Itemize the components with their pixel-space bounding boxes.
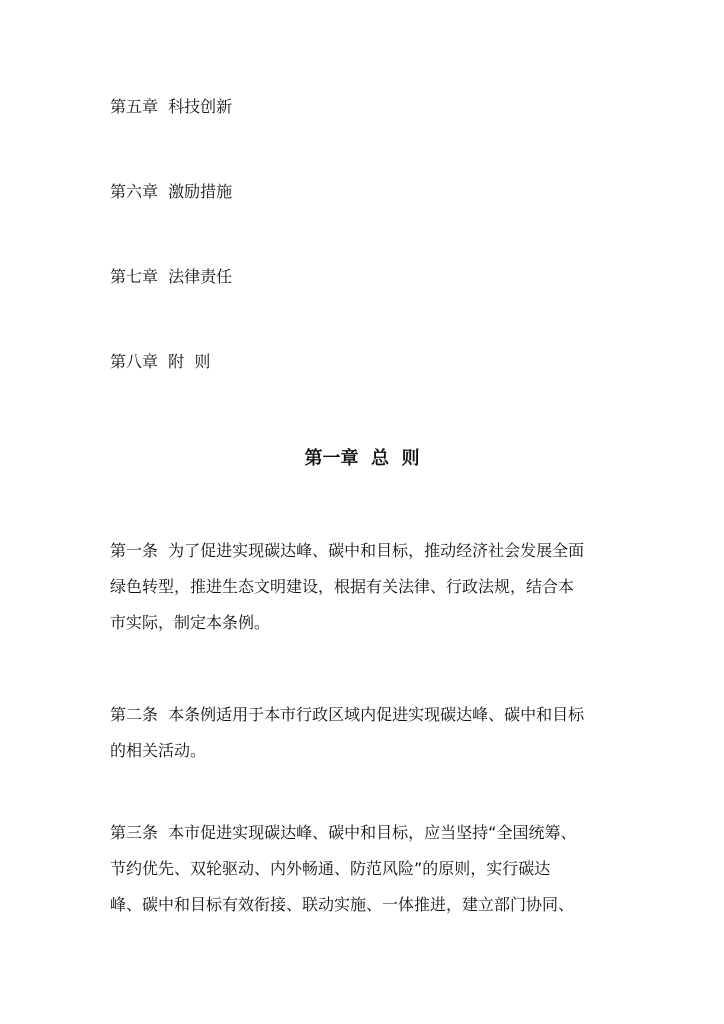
article-3-line-1: 第三条 本市促进实现碳达峰、碳中和目标，应当坚持“全国统筹、 (110, 823, 577, 842)
article-2-line-1: 第二条 本条例适用于本市行政区域内促进实现碳达峰、碳中和目标 (110, 705, 585, 724)
article-3 (110, 815, 620, 923)
toc-item-chapter-5: 第五章 科技创新 (110, 97, 233, 116)
article-2-line-2: 的相关活动。 (110, 741, 207, 760)
article-3-line-3: 峰、碳中和目标有效衔接、联动实施、一体推进，建立部门协同、 (110, 895, 575, 914)
article-2 (110, 697, 620, 769)
chapter-title: 第一章 总 则 (304, 448, 420, 469)
article-3-line-2: 节约优先、双轮驱动、内外畅通、防范风险”的原则，实行碳达 (110, 859, 551, 878)
toc-item-chapter-8: 第八章 附 则 (110, 352, 211, 371)
article-1-line-1: 第一条 为了促进实现碳达峰、碳中和目标，推动经济社会发展全面 (110, 541, 585, 560)
article-1 (110, 533, 620, 641)
article-1-line-2: 绿色转型，推进生态文明建设，根据有关法律、行政法规，结合本 (110, 577, 575, 596)
article-1-line-3: 市实际，制定本条例。 (110, 613, 271, 632)
toc-item-chapter-6: 第六章 激励措施 (110, 182, 233, 201)
toc-item-chapter-7: 第七章 法律责任 (110, 267, 233, 286)
